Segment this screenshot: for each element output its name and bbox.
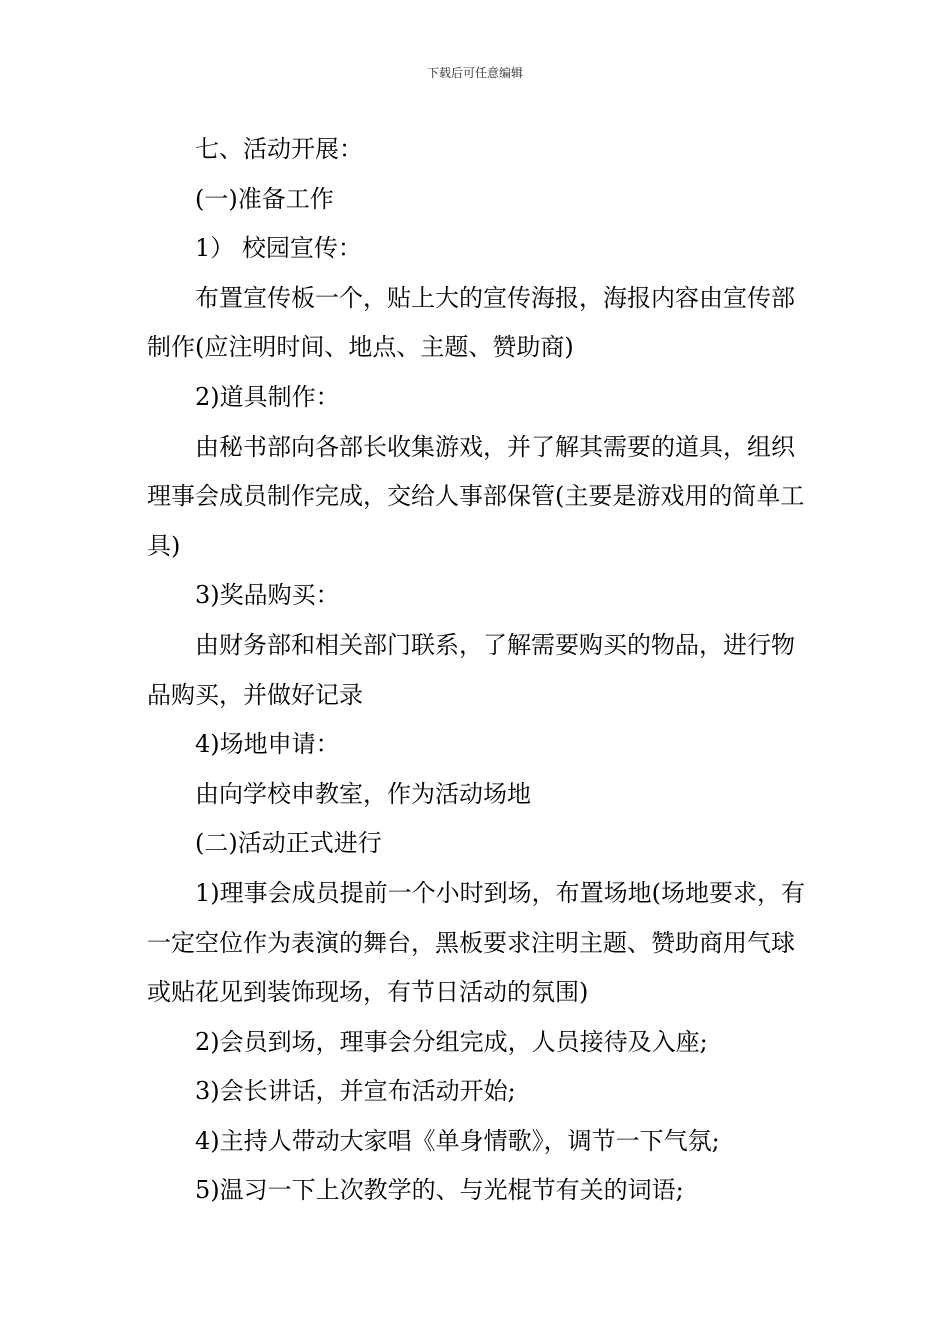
- item-heading: 1） 校园宣传：: [195, 234, 362, 263]
- subsection-heading: (一)准备工作: [195, 184, 334, 213]
- item-heading: 4)场地申请：: [195, 730, 340, 759]
- list-item: 5)温习一下上次教学的、与光棍节有关的词语;: [195, 1176, 684, 1205]
- paragraph: 布置宣传板一个，贴上大的宣传海报，海报内容由宣传部制作(应注明时间、地点、主题、赞助商): [147, 283, 795, 362]
- section-heading: 七、活动开展：: [195, 135, 363, 163]
- list-item: 1)理事会成员提前一个小时到场，布置场地(场地要求，有一定空位作为表演的舞台，黑板要求注明主题、赞助商用气球或贴花见到装饰现场，有节日活动的氛围): [147, 878, 805, 1007]
- document-body: [147, 125, 812, 1216]
- item-heading: 3)奖品购买：: [195, 581, 340, 610]
- paragraph: 由财务部和相关部门联系，了解需要购买的物品，进行物品购买，并做好记录: [147, 630, 795, 709]
- list-item: 3)会长讲话，并宣布活动开始;: [195, 1077, 516, 1106]
- subsection-heading: (二)活动正式进行: [195, 829, 382, 858]
- item-heading: 2)道具制作：: [195, 382, 340, 411]
- page-header-note: 下载后可任意编辑: [426, 66, 523, 80]
- paragraph: 由向学校申教室，作为活动场地: [195, 779, 531, 808]
- paragraph: 由秘书部向各部长收集游戏，并了解其需要的道具，组织理事会成员制作完成，交给人事部保管(主要是游戏用的简单工具): [147, 432, 805, 560]
- list-item: 2)会员到场，理事会分组完成，人员接待及入座;: [195, 1027, 708, 1056]
- list-item: 4)主持人带动大家唱《单身情歌》，调节一下气氛;: [195, 1126, 720, 1155]
